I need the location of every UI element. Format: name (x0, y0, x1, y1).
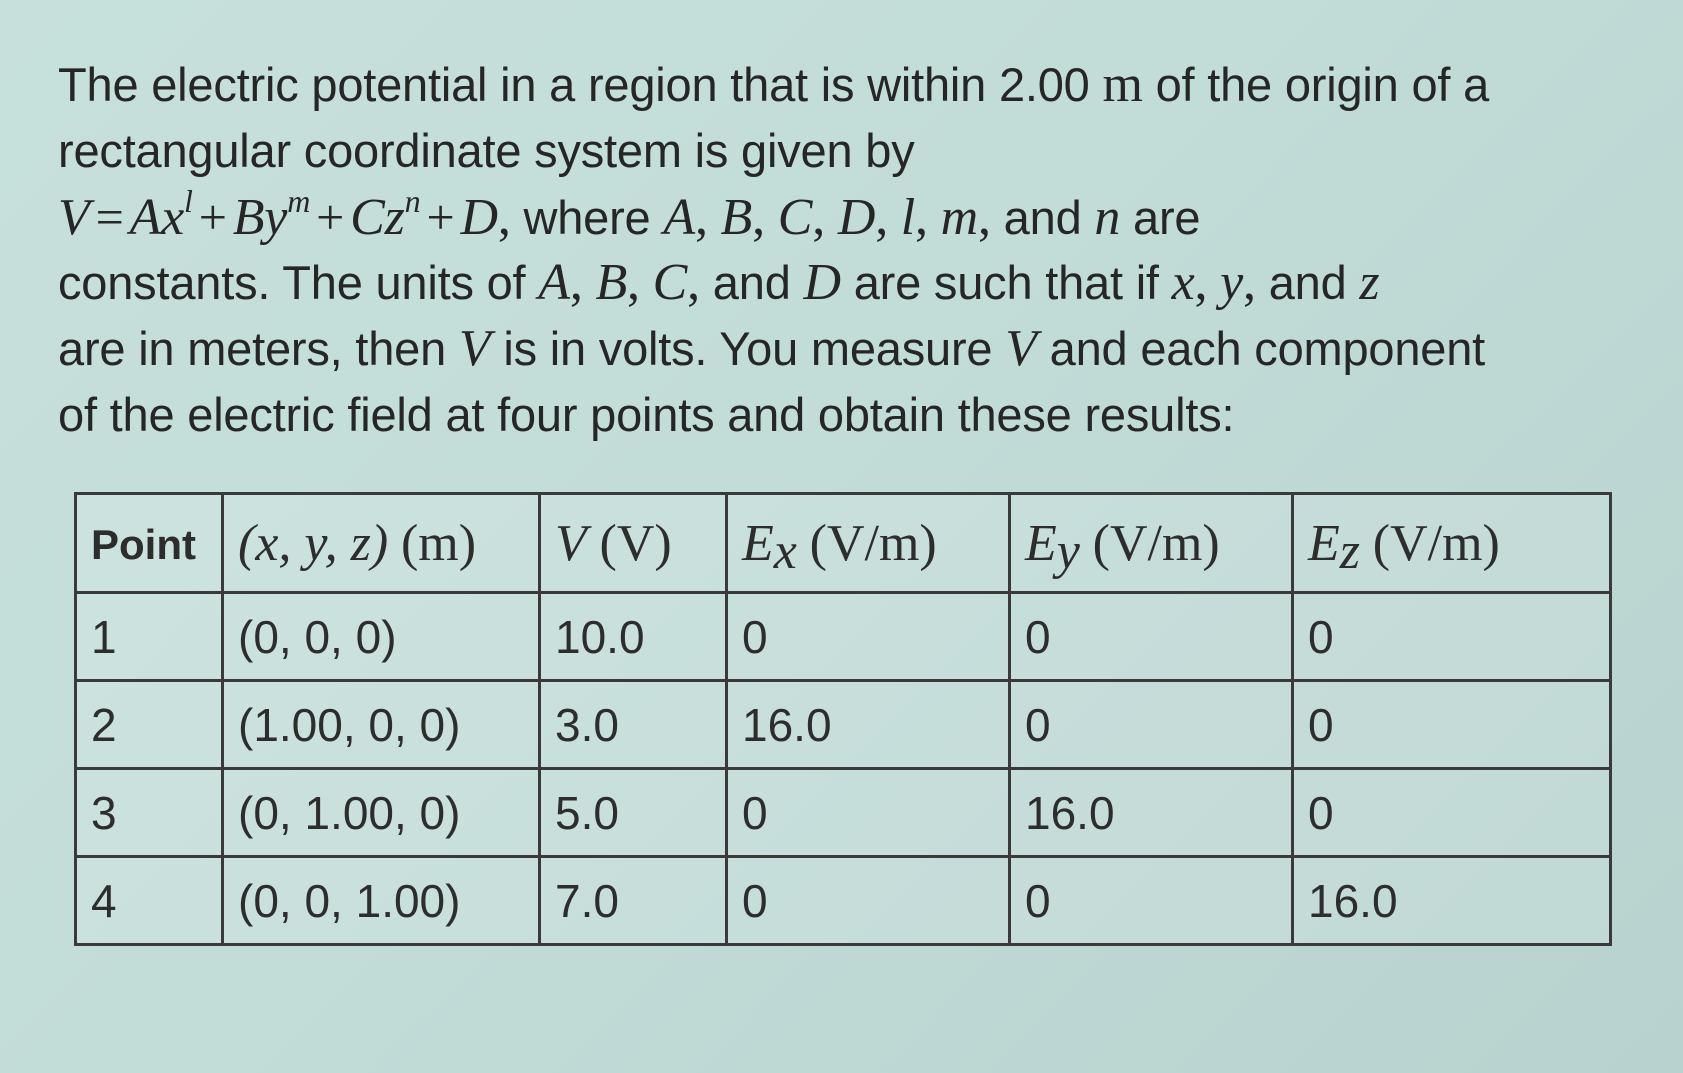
variable-z: z (1359, 254, 1380, 311)
text-run: The electric potential in a region that is within 2.00 (58, 58, 1103, 111)
problem-statement (58, 52, 1618, 448)
text-run: and (699, 256, 804, 309)
cell-ey: 0 (1010, 681, 1293, 769)
cell-point: 1 (76, 593, 223, 681)
header-ez: $E_z$ (V/m) (1293, 494, 1611, 593)
cell-v: 10.0 (540, 593, 727, 681)
cell-coords: (1.00, 0, 0) (223, 681, 540, 769)
problem-line-3 (58, 184, 1618, 250)
cell-ey: 0 (1010, 593, 1293, 681)
problem-line-5 (58, 316, 1618, 382)
constants-list: A, B, C, D, l, m, (663, 189, 991, 246)
cell-ez: 0 (1293, 681, 1611, 769)
cell-ez: 0 (1293, 593, 1611, 681)
cell-coords: (0, 0, 1.00) (223, 857, 540, 945)
text-run: rectangular coordinate system is given by (58, 124, 915, 177)
cell-coords: (0, 1.00, 0) (223, 769, 540, 857)
cell-point: 2 (76, 681, 223, 769)
cell-v: 7.0 (540, 857, 727, 945)
cell-ez: 16.0 (1293, 857, 1611, 945)
header-v: V (V) (540, 494, 727, 593)
cell-ex: 16.0 (727, 681, 1010, 769)
measurements-table (74, 492, 1612, 946)
table-header-row (76, 494, 1611, 593)
cell-ex: 0 (727, 857, 1010, 945)
table-row (76, 769, 1611, 857)
cell-ez: 0 (1293, 769, 1611, 857)
constants-abc: A, B, C, (538, 254, 700, 311)
cell-point: 4 (76, 857, 223, 945)
table-row (76, 857, 1611, 945)
unit-meters: m (1102, 56, 1143, 113)
text-run: of the electric field at four points and obtain these results: (58, 388, 1235, 441)
text-run: are in meters, then (58, 322, 459, 375)
constant-d: D (803, 254, 841, 311)
cell-v: 5.0 (540, 769, 727, 857)
header-coords: (x, y, z) (m) (223, 494, 540, 593)
table-row (76, 681, 1611, 769)
text-run: and (1255, 256, 1360, 309)
text-run: and (990, 191, 1095, 244)
table-row (76, 593, 1611, 681)
variable-v: V (1005, 320, 1037, 377)
variable-v: V (458, 320, 491, 377)
text-run: are such that if (840, 256, 1172, 309)
problem-line-4 (58, 250, 1618, 316)
problem-line-1 (58, 52, 1618, 118)
cell-point: 3 (76, 769, 223, 857)
text-run: is in volts. You measure (490, 322, 1006, 375)
problem-line-2 (58, 118, 1618, 184)
header-ex: $E_x$ (V/m) (727, 494, 1010, 593)
cell-ey: 0 (1010, 857, 1293, 945)
cell-v: 3.0 (540, 681, 727, 769)
cell-coords: (0, 0, 0) (223, 593, 540, 681)
header-ey: $E_y$ (V/m) (1010, 494, 1293, 593)
cell-ey: 16.0 (1010, 769, 1293, 857)
text-run: of the origin of a (1142, 58, 1490, 111)
text-run: constants. The units of (58, 256, 539, 309)
text-run: are (1120, 191, 1201, 244)
problem-line-6 (58, 382, 1618, 448)
text-run: and each component (1036, 322, 1486, 375)
cell-ex: 0 (727, 593, 1010, 681)
constant-n: n (1094, 189, 1121, 246)
header-point: Point (76, 494, 223, 593)
text-run: where (523, 191, 664, 244)
variables-xy: x, y, (1171, 254, 1256, 311)
cell-ex: 0 (727, 769, 1010, 857)
potential-equation: $V = Ax^l + By^m + Cz^n + D$, (58, 183, 511, 246)
